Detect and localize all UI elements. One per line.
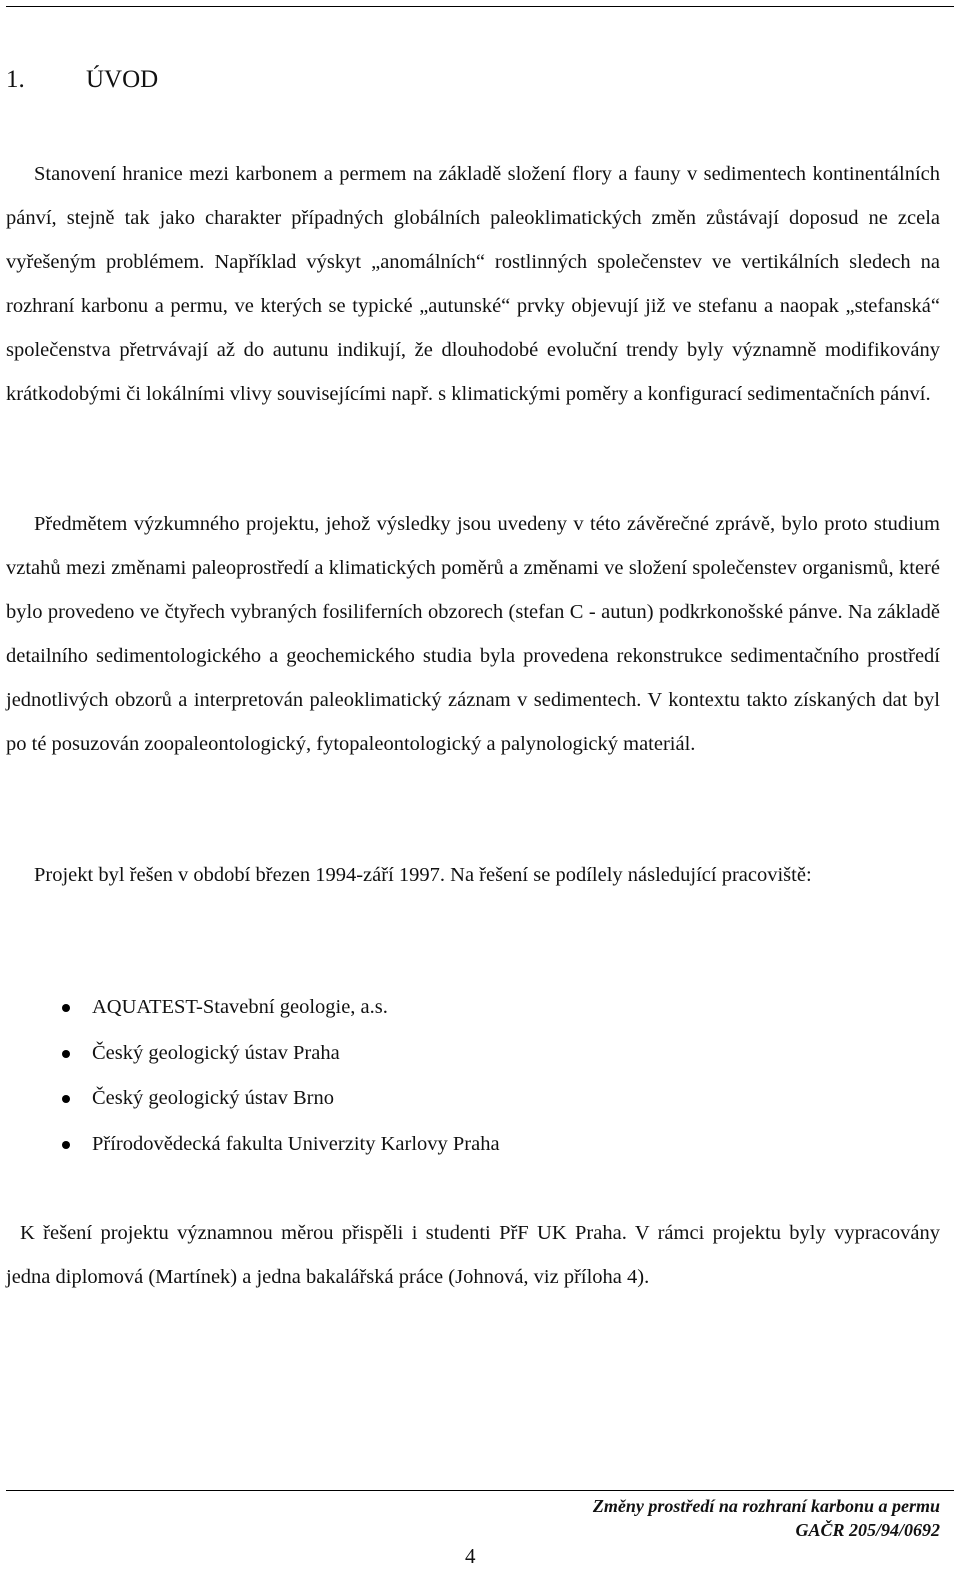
institution-name: AQUATEST-Stavební geologie, a.s. (92, 996, 388, 1018)
list-item (62, 1076, 500, 1122)
list-item (62, 1122, 500, 1168)
section-heading (6, 66, 158, 94)
footer-title: Změny prostředí na rozhraní karbonu a permu (592, 1496, 940, 1516)
footer-grant-code: GAČR 205/94/0692 (795, 1520, 940, 1540)
footer-rule (6, 1490, 954, 1491)
paragraph-students: K řešení projektu významnou měrou přispěli i studenti PřF UK Praha. V rámci projektu byly vypracovány jedna diplomová (Martínek) a jedna bakalářská práce (Johnová, viz příloha 4). (6, 1222, 940, 1288)
institutions-list (62, 985, 500, 1167)
bullet-icon (62, 1050, 70, 1058)
list-item (62, 985, 500, 1031)
paragraph-project-period: Projekt byl řešen v období březen 1994-září 1997. Na řešení se podílely následující pracoviště: (34, 864, 812, 886)
section-title: ÚVOD (86, 66, 159, 93)
paragraph-intro: Stanovení hranice mezi karbonem a permem na základě složení flory a fauny v sedimentech kontinentálních pánví, stejně tak jako charakter případných globálních paleoklimatických změn zůstávají doposud ne zcela vyřešeným problémem. Například výskyt „anomálních“ rostlinných společenstev ve vertikálních sledech na rozhraní karbonu a permu, ve kterých se typické „autunské“ prvky objevují již ve stefanu a naopak „stefanská“ společenstva přetrvávají až do autunu indikují, že dlouhodobé evoluční trendy byly významně modifikovány krátkodobými či lokálními vlivy souvisejícími např. s klimatickými poměry a konfigurací sedimentačních pánví. (6, 163, 940, 405)
bullet-icon (62, 1141, 70, 1149)
institution-name: Přírodovědecká fakulta Univerzity Karlovy Praha (92, 1132, 500, 1155)
list-item (62, 1031, 500, 1077)
top-rule (6, 6, 954, 7)
bullet-icon (62, 1095, 70, 1103)
paragraph-project-goal: Předmětem výzkumného projektu, jehož výsledky jsou uvedeny v této závěrečné zprávě, bylo proto studium vztahů mezi změnami paleoprostředí a klimatických poměrů a změnami ve složení společenstev organismů, které bylo provedeno ve čtyřech vybraných fosiliferních obzorech (stefan C - autun) podkrkonošské pánve. Na základě detailního sedimentologického a geochemického studia byla provedena rekonstrukce sedimentačního prostředí jednotlivých obzorů a interpretován paleoklimatický záznam v sedimentech. V kontextu takto získaných dat byl po té posuzován zoopaleontologický, fytopaleontologický a palynologický materiál. (6, 513, 940, 755)
page-number: 4 (465, 1544, 476, 1568)
institution-name: Český geologický ústav Brno (92, 1087, 334, 1109)
section-number: 1. (6, 66, 25, 93)
institution-name: Český geologický ústav Praha (92, 1041, 340, 1064)
bullet-icon (62, 1004, 70, 1012)
